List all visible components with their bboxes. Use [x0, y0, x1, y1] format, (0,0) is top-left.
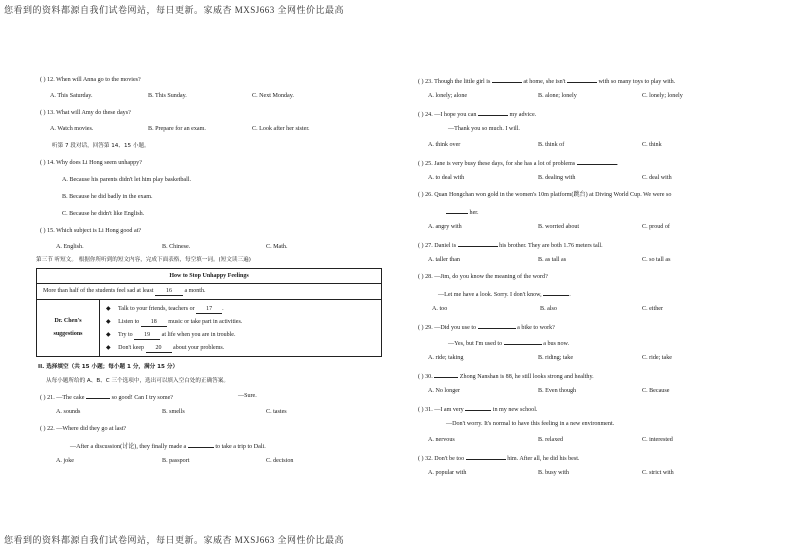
- question-25: ( ) 25. Jane is very busy these days, for she has a lot of problems .: [418, 158, 758, 166]
- blank-line: [86, 392, 110, 399]
- option-a: A. too: [432, 306, 448, 312]
- question-13-options: [40, 125, 380, 133]
- question-31-options: [418, 436, 758, 444]
- option-b: B. busy with: [538, 470, 569, 476]
- part-2-title: II. 选择填空（共 15 小题；每小题 1 分，满分 15 分）: [38, 364, 179, 370]
- question-23-options: [418, 92, 758, 100]
- blank-line: [543, 289, 569, 296]
- unhappy-feelings-table: [36, 268, 382, 357]
- question-24-reply: —Thank you so much. I will.: [448, 126, 520, 132]
- question-29-options: [418, 354, 758, 362]
- option-c: C. lonely; lonely: [642, 93, 683, 99]
- question-22-options: [40, 457, 380, 465]
- option-a: A. popular with: [428, 470, 467, 476]
- blank-line: [478, 322, 516, 329]
- question-12-options: [40, 92, 380, 100]
- option-a: A. think over: [428, 142, 461, 148]
- watermark-top: 您看到的资料都源自我们试卷网站，每日更新。家威杏 MXSJ663 全网性价比最高: [4, 5, 345, 15]
- option-b: B. Chinese.: [162, 244, 191, 250]
- option-b: B. dealing with: [538, 175, 576, 181]
- option-c: C. Look after her sister.: [252, 126, 310, 132]
- answer-blank-20: 20: [146, 345, 172, 353]
- option-c: C. strict with: [642, 470, 674, 476]
- question-26-line-2: her.: [418, 207, 758, 215]
- option-b: B. riding; take: [538, 355, 574, 361]
- question-21: ( ) 21. —The cake so good! Can I try some? —Sure.: [40, 393, 257, 401]
- option-a: A. taller than: [428, 257, 460, 263]
- option-c: C. so tall as: [642, 257, 671, 263]
- question-24: ( ) 24. —I hope you can my advice.: [418, 109, 758, 117]
- option-b: B. relaxed: [538, 437, 564, 443]
- blank-line: [478, 109, 508, 116]
- option-c: C. Math.: [266, 244, 288, 250]
- dialog-7-instruction: 听第 7 段对话，回答第 14、15 小题。: [52, 143, 150, 149]
- option-b: B. passport: [162, 458, 190, 464]
- blank-line: [434, 371, 458, 378]
- option-b: B. Even though: [538, 388, 577, 394]
- question-21-options: [40, 408, 380, 416]
- diamond-bullet-icon: ◆: [106, 305, 111, 312]
- option-a: A. angry with: [428, 224, 462, 230]
- option-b: B. Prepare for an exam.: [148, 126, 206, 132]
- question-31: ( ) 31. —I am very in my new school.: [418, 404, 758, 412]
- question-29: ( ) 29. —Did you use to a bike to work?: [418, 322, 758, 330]
- question-27-options: [418, 256, 758, 264]
- option-a: A. lonely; alone: [428, 93, 468, 99]
- blank-line: [465, 404, 491, 411]
- option-b: B. worried about: [538, 224, 580, 230]
- answer-blank-17: 17: [196, 306, 222, 314]
- question-26: ( ) 26. Quan Hongchan won gold in the women's 10m platform(跳台) at Diving World Cup. We were so: [418, 192, 672, 198]
- table-row-frequency: More than half of the students feel sad at least 16 a month.: [37, 284, 382, 300]
- blank-line: [577, 158, 617, 165]
- watermark-bottom: 您看到的资料都源自我们试卷网站，每日更新。家威杏 MXSJ663 全网性价比最高: [4, 535, 345, 545]
- question-26-options: [418, 223, 758, 231]
- question-13: ( ) 13. What will Amy do these days?: [40, 110, 131, 116]
- option-b: B. smells: [162, 409, 185, 415]
- left-column: [36, 76, 380, 465]
- blank-line: [567, 76, 597, 83]
- question-28-options: [418, 305, 758, 313]
- option-b: B. also: [540, 306, 557, 312]
- blank-line: [504, 338, 542, 345]
- question-30-options: [418, 387, 758, 395]
- question-29-reply: —Yes, but I'm used to a bus now.: [418, 338, 758, 346]
- answer-blank-18: 18: [141, 319, 167, 327]
- answer-blank-16: 16: [155, 288, 183, 296]
- option-c: C. proud of: [642, 224, 670, 230]
- option-a: A. nervous: [428, 437, 455, 443]
- diamond-bullet-icon: ◆: [106, 331, 111, 338]
- question-31-reply: —Don't worry. It's normal to have this feeling in a new environment.: [446, 421, 615, 427]
- suggestion-item: ◆ Don't keep 20 about your problems.: [106, 344, 225, 351]
- question-24-options: [418, 141, 758, 149]
- table-title: How to Stop Unhappy Feelings: [37, 269, 382, 284]
- option-a: A. ride; taking: [428, 355, 464, 361]
- diamond-bullet-icon: ◆: [106, 344, 111, 351]
- option-a: A. Watch movies.: [50, 126, 94, 132]
- option-c: C. ride; take: [642, 355, 672, 361]
- option-b: B. Because he did badly in the exam.: [62, 194, 153, 200]
- question-22-line-2: —After a discussion(讨论), they finally made a to take a trip to Dali.: [40, 441, 380, 449]
- option-c: C. tastes: [266, 409, 287, 415]
- option-c: C. Next Monday.: [252, 93, 294, 99]
- option-a: A. No longer: [428, 388, 460, 394]
- question-12: ( ) 12. When will Anna go to the movies?: [40, 77, 141, 83]
- option-c: C. Because: [642, 388, 670, 394]
- blank-line: [492, 76, 522, 83]
- part-2-instruction: 从每小题所给的 A、B、C 三个选项中，选出可以填入空白处的正确答案。: [46, 378, 229, 384]
- option-a: A. to deal with: [428, 175, 465, 181]
- option-b: B. as tall as: [538, 257, 567, 263]
- blank-line: [458, 240, 498, 247]
- right-column: [418, 76, 758, 477]
- blank-line: [446, 207, 468, 214]
- option-b: B. This Sunday.: [148, 93, 187, 99]
- option-c: C. Because he didn't like English.: [62, 211, 145, 217]
- question-15: ( ) 15. Which subject is Li Hong good at?: [40, 228, 142, 234]
- question-22: ( ) 22. —Where did they go at last?: [40, 426, 127, 432]
- suggestions-list: [100, 300, 382, 357]
- question-25-options: [418, 174, 758, 182]
- question-32: ( ) 32. Don't be too him. After all, he did his best.: [418, 453, 758, 461]
- answer-blank-19: 19: [134, 332, 160, 340]
- section-3-instruction: 第三节 听短文。 根据你所听到的短文内容，完成下面表格，每空填一词。(短文读三遍): [36, 257, 251, 263]
- suggestion-item: ◆ Listen to 18 music or take part in activities.: [106, 318, 243, 325]
- option-c: C. think: [642, 142, 662, 148]
- option-a: A. Because his parents didn't let him play basketball.: [62, 177, 192, 183]
- suggestion-item: ◆ Talk to your friends, teachers or 17 .: [106, 305, 224, 312]
- option-a: A. sounds: [56, 409, 81, 415]
- option-b: B. think of: [538, 142, 565, 148]
- option-c: C. decision: [266, 458, 294, 464]
- question-28-reply: —Let me have a look. Sorry. I don't know, .: [418, 289, 758, 297]
- question-30: ( ) 30. Zhong Nanshan is 88, he still looks strong and healthy.: [418, 371, 758, 379]
- question-32-options: [418, 469, 758, 477]
- option-c: C. deal with: [642, 175, 672, 181]
- option-a: A. joke: [56, 458, 74, 464]
- suggestion-item: ◆ Try to 19 at life when you are in trouble.: [106, 331, 236, 338]
- question-23: ( ) 23. Though the little girl is at home, she isn't with so many toys to play with.: [418, 76, 758, 84]
- blank-line: [466, 453, 506, 460]
- question-14: ( ) 14. Why does Li Hong seem unhappy?: [40, 160, 142, 166]
- question-27: ( ) 27. Daniel is his brother. They are both 1.76 meters tall.: [418, 240, 758, 248]
- question-28: ( ) 28. —Jim, do you know the meaning of the word?: [418, 274, 548, 280]
- option-c: C. interested: [642, 437, 673, 443]
- diamond-bullet-icon: ◆: [106, 318, 111, 325]
- option-b: B. alone; lonely: [538, 93, 577, 99]
- option-c: C. either: [642, 306, 663, 312]
- suggestions-label: Dr. Chen's suggestions: [37, 300, 100, 357]
- question-15-options: [40, 243, 380, 251]
- blank-line: [188, 441, 214, 448]
- option-a: A. English.: [56, 244, 84, 250]
- option-a: A. This Saturday.: [50, 93, 93, 99]
